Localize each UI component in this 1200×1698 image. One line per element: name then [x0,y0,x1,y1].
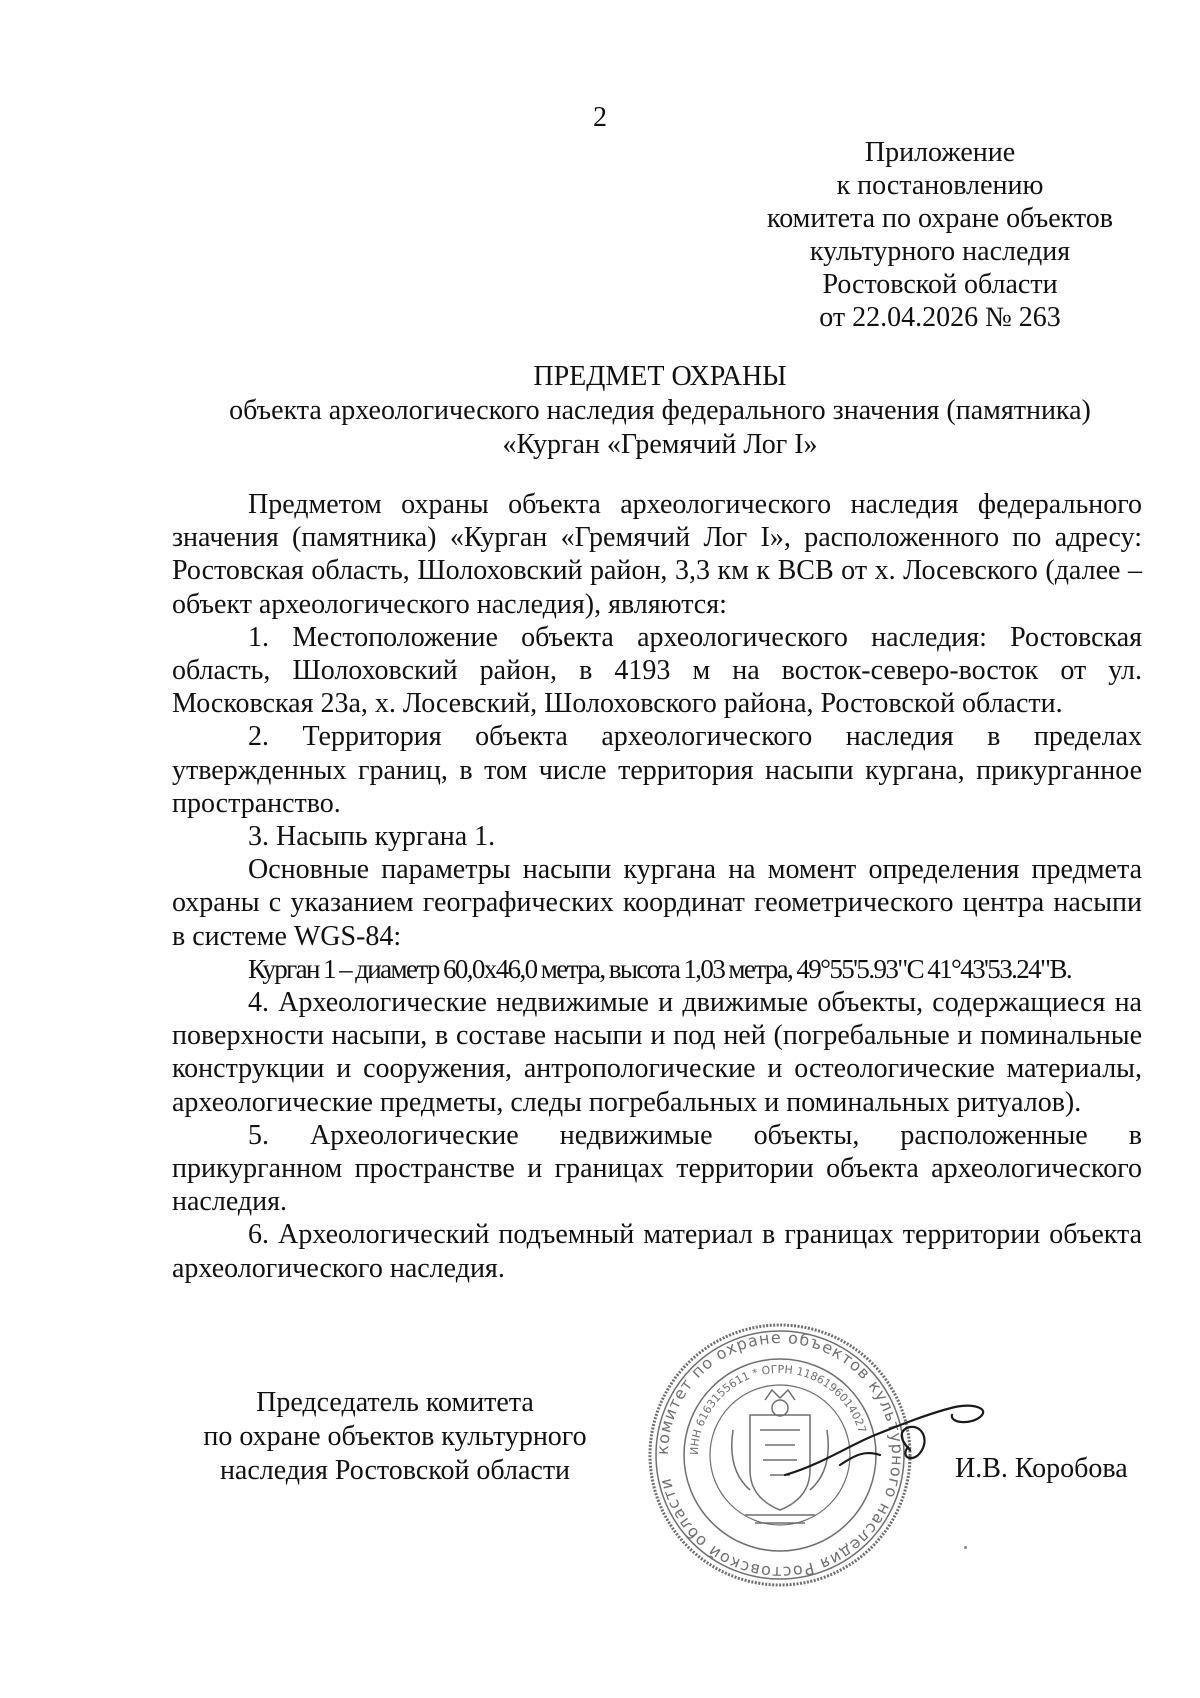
position-line: наследия Ростовской области [219,1455,571,1486]
appendix-date-number: от 22.04.2026 № 263 [819,302,1061,333]
appendix-line: Приложение [864,137,1016,168]
scan-speck [964,1546,967,1549]
seal-outer-text: комитет по охране объектов культурного наследия Ростовской области [652,1327,908,1583]
title-subheading: объекта археологического наследия федерального значения (памятника) [229,395,1091,426]
title-heading: ПРЕДМЕТ ОХРАНЫ [533,361,787,392]
appendix-header [740,136,1140,334]
appendix-line: культурного наследия [809,236,1071,267]
item-location: 1. Местоположение объекта археологического наследия: Ростовская область, Шолоховский район, в 4193 м на восток-северо-восток от ул. Московская 23а, х. Лосевский, Шолоховского района, Ростовской области. [172,621,1142,720]
title-object-name: «Курган «Гремячий Лог I» [502,429,818,460]
appendix-line: комитета по охране объектов [767,203,1113,234]
appendix-line: Ростовской области [822,269,1058,300]
intro-paragraph: Предметом охраны объекта археологического наследия федерального значения (памятника) «Курган «Гремячий Лог I», расположенного по адресу: Ростовская область, Шолоховский район, 3,3 км к ВСВ от х. Лосевского (далее – объект археологического наследия), являются: [172,489,1142,620]
position-line: Председатель комитета [256,1387,534,1418]
signatory-position [170,1386,620,1488]
item-immovable-objects: 5. Археологические недвижимые объекты, расположенные в прикурганном пространстве и границах территории объекта археологического наследия. [172,1119,1142,1218]
item-territory: 2. Территория объекта археологического наследия в пределах утвержденных границ, в том числе территория насыпи кургана, прикурганное пространство. [172,721,1142,819]
signer-name: И.В. Коробова [955,1453,1128,1484]
mound-coordinates-line: Курган 1 – диаметр 60,0х46,0 метра, высота 1,03 метра, 49°55'5.93"С 41°43'53.24"В. [248,953,1072,984]
document-title [150,360,1170,462]
appendix-line: к постановлению [836,170,1044,201]
document-body [172,488,1142,1285]
item-surface-material: 6. Археологический подъемный материал в границах территории объекта археологического наследия. [172,1219,1142,1284]
mound-parameters-paragraph: Основные параметры насыпи кургана на момент определения предмета охраны с указанием географических координат геометрического центра насыпи в системе WGS-84: [172,854,1142,952]
item-objects: 4. Археологические недвижимые и движимые объекты, содержащиеся на поверхности насыпи, в составе насыпи и под ней (погребальные и поминальные конструкции и сооружения, антропологические и остеологические материалы, археологические предметы, следы погребальных и поминальных ритуалов). [172,987,1142,1118]
item-mound: 3. Насыпь кургана 1. [248,821,496,853]
page-number: 2 [593,102,607,133]
position-line: по охране объектов культурного [203,1421,587,1452]
seal-inner-text: ИНН 6163155611 * ОГРН 1186196014027 [687,1362,869,1456]
